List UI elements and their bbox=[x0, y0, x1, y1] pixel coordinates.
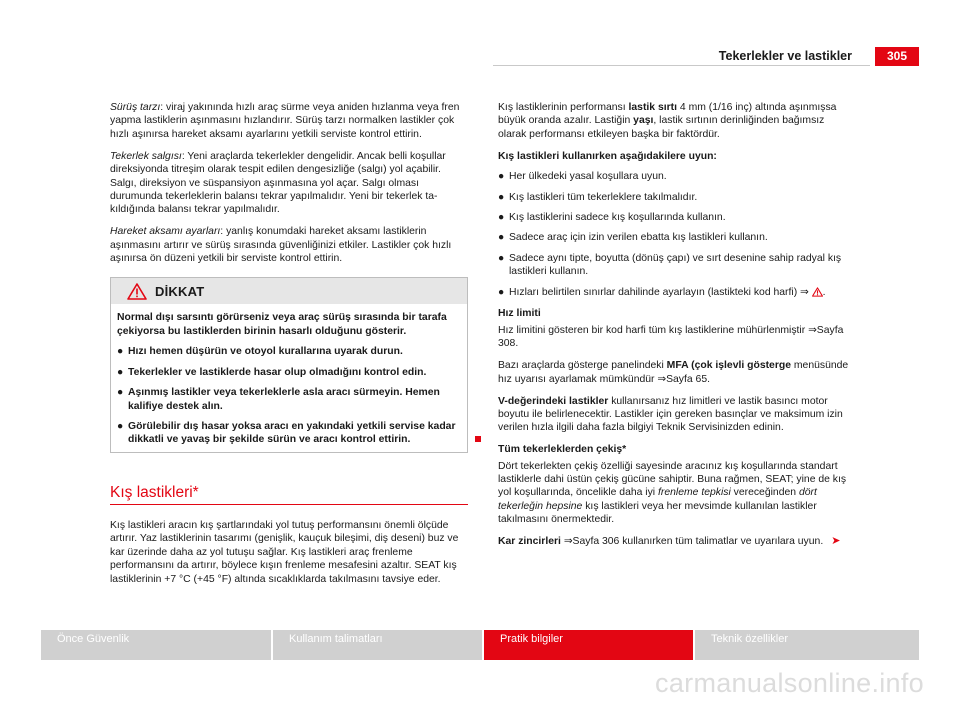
tab-practical-info[interactable]: Pratik bilgiler bbox=[484, 630, 693, 660]
heading-speed-limit: Hız limiti bbox=[498, 308, 541, 320]
warning-body bbox=[111, 304, 467, 451]
text-v-rated: kullanırsanız hız limitleri ve lastik basıncı motor boyutu ile belirlenecektir. Lastikler için gereken basınçlar ve maksimum izin verilen hızla ilgili daha fazla bilgiyi Teknik Servisinizden edinin. bbox=[498, 395, 843, 434]
header-divider bbox=[493, 65, 870, 66]
warning-bullet: ● Aşınmış lastikler veya tekerleklerle asla aracı sürmeyin. Hemen kalifiye destek alın. bbox=[117, 386, 461, 413]
text-wheel-imbalance: : Yeni araçlarda tekerlekler dengelidir. Ancak belli koşullar direksiyonda titreşim olarak tespit edilen dengesizliğe (salgı) yol açabilir. Salgı, direksiyon ve süspansiyon aşınmasına yol açar. Salgı olması durumunda tekerleklerin balansı tekrar yapılmalıdır. Yeni bir tekerlek takıldığında balansı tekrar yapılmalıdır. bbox=[110, 150, 446, 216]
text-tread-1: Kış lastiklerinin performansı bbox=[498, 102, 629, 113]
paragraph-driving-style bbox=[110, 101, 468, 141]
text-snow-chains: ⇒Sayfa 306 kullanırken tüm talimatlar ve uyarılara uyun. bbox=[560, 536, 824, 548]
warning-title: DİKKAT bbox=[155, 283, 205, 299]
paragraph-suspension-settings bbox=[110, 225, 468, 265]
term-tread: lastik sırtı bbox=[628, 102, 678, 113]
section-title-rule bbox=[110, 504, 468, 505]
page-number-badge: 305 bbox=[875, 47, 919, 66]
warning-header bbox=[111, 278, 467, 304]
warning-bullet-text: Aşınmış lastikler veya tekerleklerle asla aracı sürmeyin. Hemen kalifiye destek alın. bbox=[128, 387, 440, 412]
winter-tyres-intro bbox=[110, 519, 468, 595]
warning-bullet-text: Görülebilir dış hasar yoksa aracı en yakındaki yetkili servise kadar dikkatli ve yavaş bir şekilde sürün ve aracı kontrol ettirin. bbox=[128, 420, 456, 446]
warning-bullet-text: Tekerlekler ve lastiklerde hasar olup olmadığını kontrol edin. bbox=[128, 366, 427, 378]
text-tread-3: , lastik sırtının derinliğinden bağımsız olarak performansı etkileyen başka bir faktördür. bbox=[498, 115, 825, 140]
paragraph-tread-age bbox=[498, 101, 850, 141]
term-braking-response: frenleme tepkisi bbox=[658, 487, 731, 499]
paragraph-all-wheel-drive bbox=[498, 460, 850, 527]
term-age: yaşı bbox=[633, 115, 654, 127]
section-title-winter-tyres: Kış lastikleri* bbox=[110, 484, 199, 501]
right-column bbox=[498, 101, 850, 557]
warning-box bbox=[110, 277, 468, 452]
text-mfa-2: menüsünde hız uyarısı ayarlamak mümkündür ⇒Sayfa 65. bbox=[498, 360, 849, 385]
term-suspension-settings: Hareket aksamı ayarları bbox=[110, 226, 221, 238]
left-column bbox=[110, 101, 468, 453]
text-driving-style: : viraj yakınında hızlı araç sürme veya aniden hızlanma veya fren yapma lastiklerin aşınmasını hızlandırır. Sürüş tarzı normalken lastikler çok hızlı aşınırsa hareket aksamı ayarlarını yetkili serviste kontrol ettirin. bbox=[110, 102, 460, 140]
text-awd-2: vereceğinden bbox=[730, 487, 799, 499]
tab-operating-instructions[interactable]: Kullanım talimatları bbox=[273, 630, 482, 660]
warning-triangle-icon bbox=[127, 283, 147, 300]
heading-usage: Kış lastikleri kullanırken aşağıdakilere uyun: bbox=[498, 150, 717, 162]
watermark: carmanualsonline.info bbox=[655, 668, 924, 698]
usage-bullet-text: Hızları belirtilen sınırlar dahilinde ayarlayın (lastikteki kod harfi) ⇒ bbox=[509, 286, 809, 298]
term-mfa: MFA (çok işlevli gösterge bbox=[666, 360, 792, 372]
term-snow-chains: Kar zincirleri bbox=[498, 536, 561, 548]
usage-bullet: ● Her ülkedeki yasal koşullara uyun. bbox=[498, 171, 667, 183]
term-v-rated: V-değerindeki lastikler bbox=[498, 395, 609, 407]
text-tread-2: 4 mm (1/16 inç) altında aşınmışsa büyük oranda azalır. Lastiğin bbox=[498, 102, 837, 127]
winter-tyres-text: Kış lastikleri aracın kış şartlarındaki yol tutuş performansını önemli ölçüde artırır. Yaz lastiklerinin tasarımı (genişlik, kauçuk bileşimi, diş deseni) buz ve kar üzerinde daha az yol tutuşu sağlar. Kış lastikleri araç frenleme performansını da artırır, böylece kışın frenleme mesafesini azaltır. SEAT kış lastiklerinin +7 °C (+45 °F) altında sıcaklıklarda takılmasını tavsiye eder. bbox=[110, 520, 459, 585]
warning-bullet-text: Hızı hemen düşürün ve otoyol kurallarına uyarak durun. bbox=[128, 346, 403, 358]
paragraph-mfa bbox=[498, 359, 850, 386]
warning-intro: Normal dışı sarsıntı görürseniz veya araç sürüş sırasında bir tarafa çekiyorsa bu lastiklerden birinin hasarlı olduğunu gösterir. bbox=[117, 312, 447, 337]
speed-limit-text: Hız limitini gösteren bir kod harfi tüm kış lastiklerine mühürlenmiştir ⇒Sayfa 308. bbox=[498, 324, 844, 350]
usage-bullet-end: . bbox=[822, 286, 826, 298]
term-wheel-imbalance: Tekerlek salgısı bbox=[110, 150, 182, 162]
usage-bullet-text: Sadece aynı tipte, boyutta (dönüş çapı) ve sırt desenine sahip radyal kış lastikleri kullanın. bbox=[509, 252, 842, 278]
heading-all-wheel-drive: Tüm tekerleklerden çekiş* bbox=[498, 444, 627, 456]
text-awd-3: kış lastikleri veya her mevsimde kullanılan lastikler takılmasını önermektedir. bbox=[498, 500, 817, 526]
usage-bullet-text: Kış lastiklerini sadece kış koşullarında kullanın. bbox=[509, 211, 726, 223]
usage-bullet-text: Sadece araç için izin verilen ebatta kış lastikleri kullanın. bbox=[509, 232, 768, 244]
warning-bullet: ● Hızı hemen düşürün ve otoyol kurallarına uyarak durun. bbox=[117, 346, 403, 358]
usage-bullet: ● Kış lastiklerini sadece kış koşullarında kullanın. bbox=[498, 211, 726, 223]
usage-bullet: ● Hızları belirtilen sınırlar dahilinde ayarlayın (lastikteki kod harfi) ⇒ . bbox=[498, 286, 826, 298]
usage-bullet: ● Sadece araç için izin verilen ebatta kış lastikleri kullanın. bbox=[498, 232, 768, 244]
tab-safety-first[interactable]: Önce Güvenlik bbox=[41, 630, 271, 660]
text-suspension-settings: : yanlış konumdaki hareket aksamı lastiklerin aşınmasını artırır ve sürüş sırasında güvenliğinizi etkiler. Lastikler çok hızlı aşınırsa ön düzeni yetkili bir serviste kontrol ettirin. bbox=[110, 226, 452, 265]
page-header-title: Tekerlekler ve lastikler bbox=[718, 49, 852, 63]
footer-nav bbox=[41, 630, 919, 660]
warning-bullet: ● Görülebilir dış hasar yoksa aracı en yakındaki yetkili servise kadar dikkatli ve yavaş bir şekilde sürün ve aracı kontrol ettirin. bbox=[117, 420, 461, 447]
usage-bullet-text: Kış lastikleri tüm tekerleklere takılmalıdır. bbox=[509, 191, 698, 203]
paragraph-snow-chains bbox=[498, 535, 850, 548]
continue-arrow-icon: ➤ bbox=[831, 535, 841, 548]
text-awd-1: Dört tekerlekten çekiş özelliği sayesinde aracınız kış koşullarında standart lastiklerle dahi üstün çekiş gücüne sahiptir. Buna rağmen, SEAT; yine de kış yol koşullarında, öncelikle daha iyi bbox=[498, 460, 847, 499]
section-end-marker bbox=[475, 436, 481, 442]
paragraph-wheel-imbalance bbox=[110, 150, 468, 217]
usage-bullet: ● Sadece aynı tipte, boyutta (dönüş çapı) ve sırt desenine sahip radyal kış lastikleri kullanın. bbox=[498, 252, 850, 279]
warning-bullet: ● Tekerlekler ve lastiklerde hasar olup olmadığını kontrol edin. bbox=[117, 366, 427, 378]
tab-technical-specs[interactable]: Teknik özellikler bbox=[695, 630, 919, 660]
paragraph-v-rated bbox=[498, 395, 850, 435]
term-driving-style: Sürüş tarzı bbox=[110, 102, 161, 113]
usage-bullet-text: Her ülkedeki yasal koşullara uyun. bbox=[509, 171, 667, 183]
warning-triangle-icon[interactable] bbox=[812, 287, 823, 297]
term-all-four-wheels: dört tekerleğin hepsine bbox=[498, 487, 817, 512]
usage-bullet: ● Kış lastikleri tüm tekerleklere takılmalıdır. bbox=[498, 191, 698, 203]
text-mfa-1: Bazı araçlarda gösterge panelindeki bbox=[498, 360, 667, 372]
